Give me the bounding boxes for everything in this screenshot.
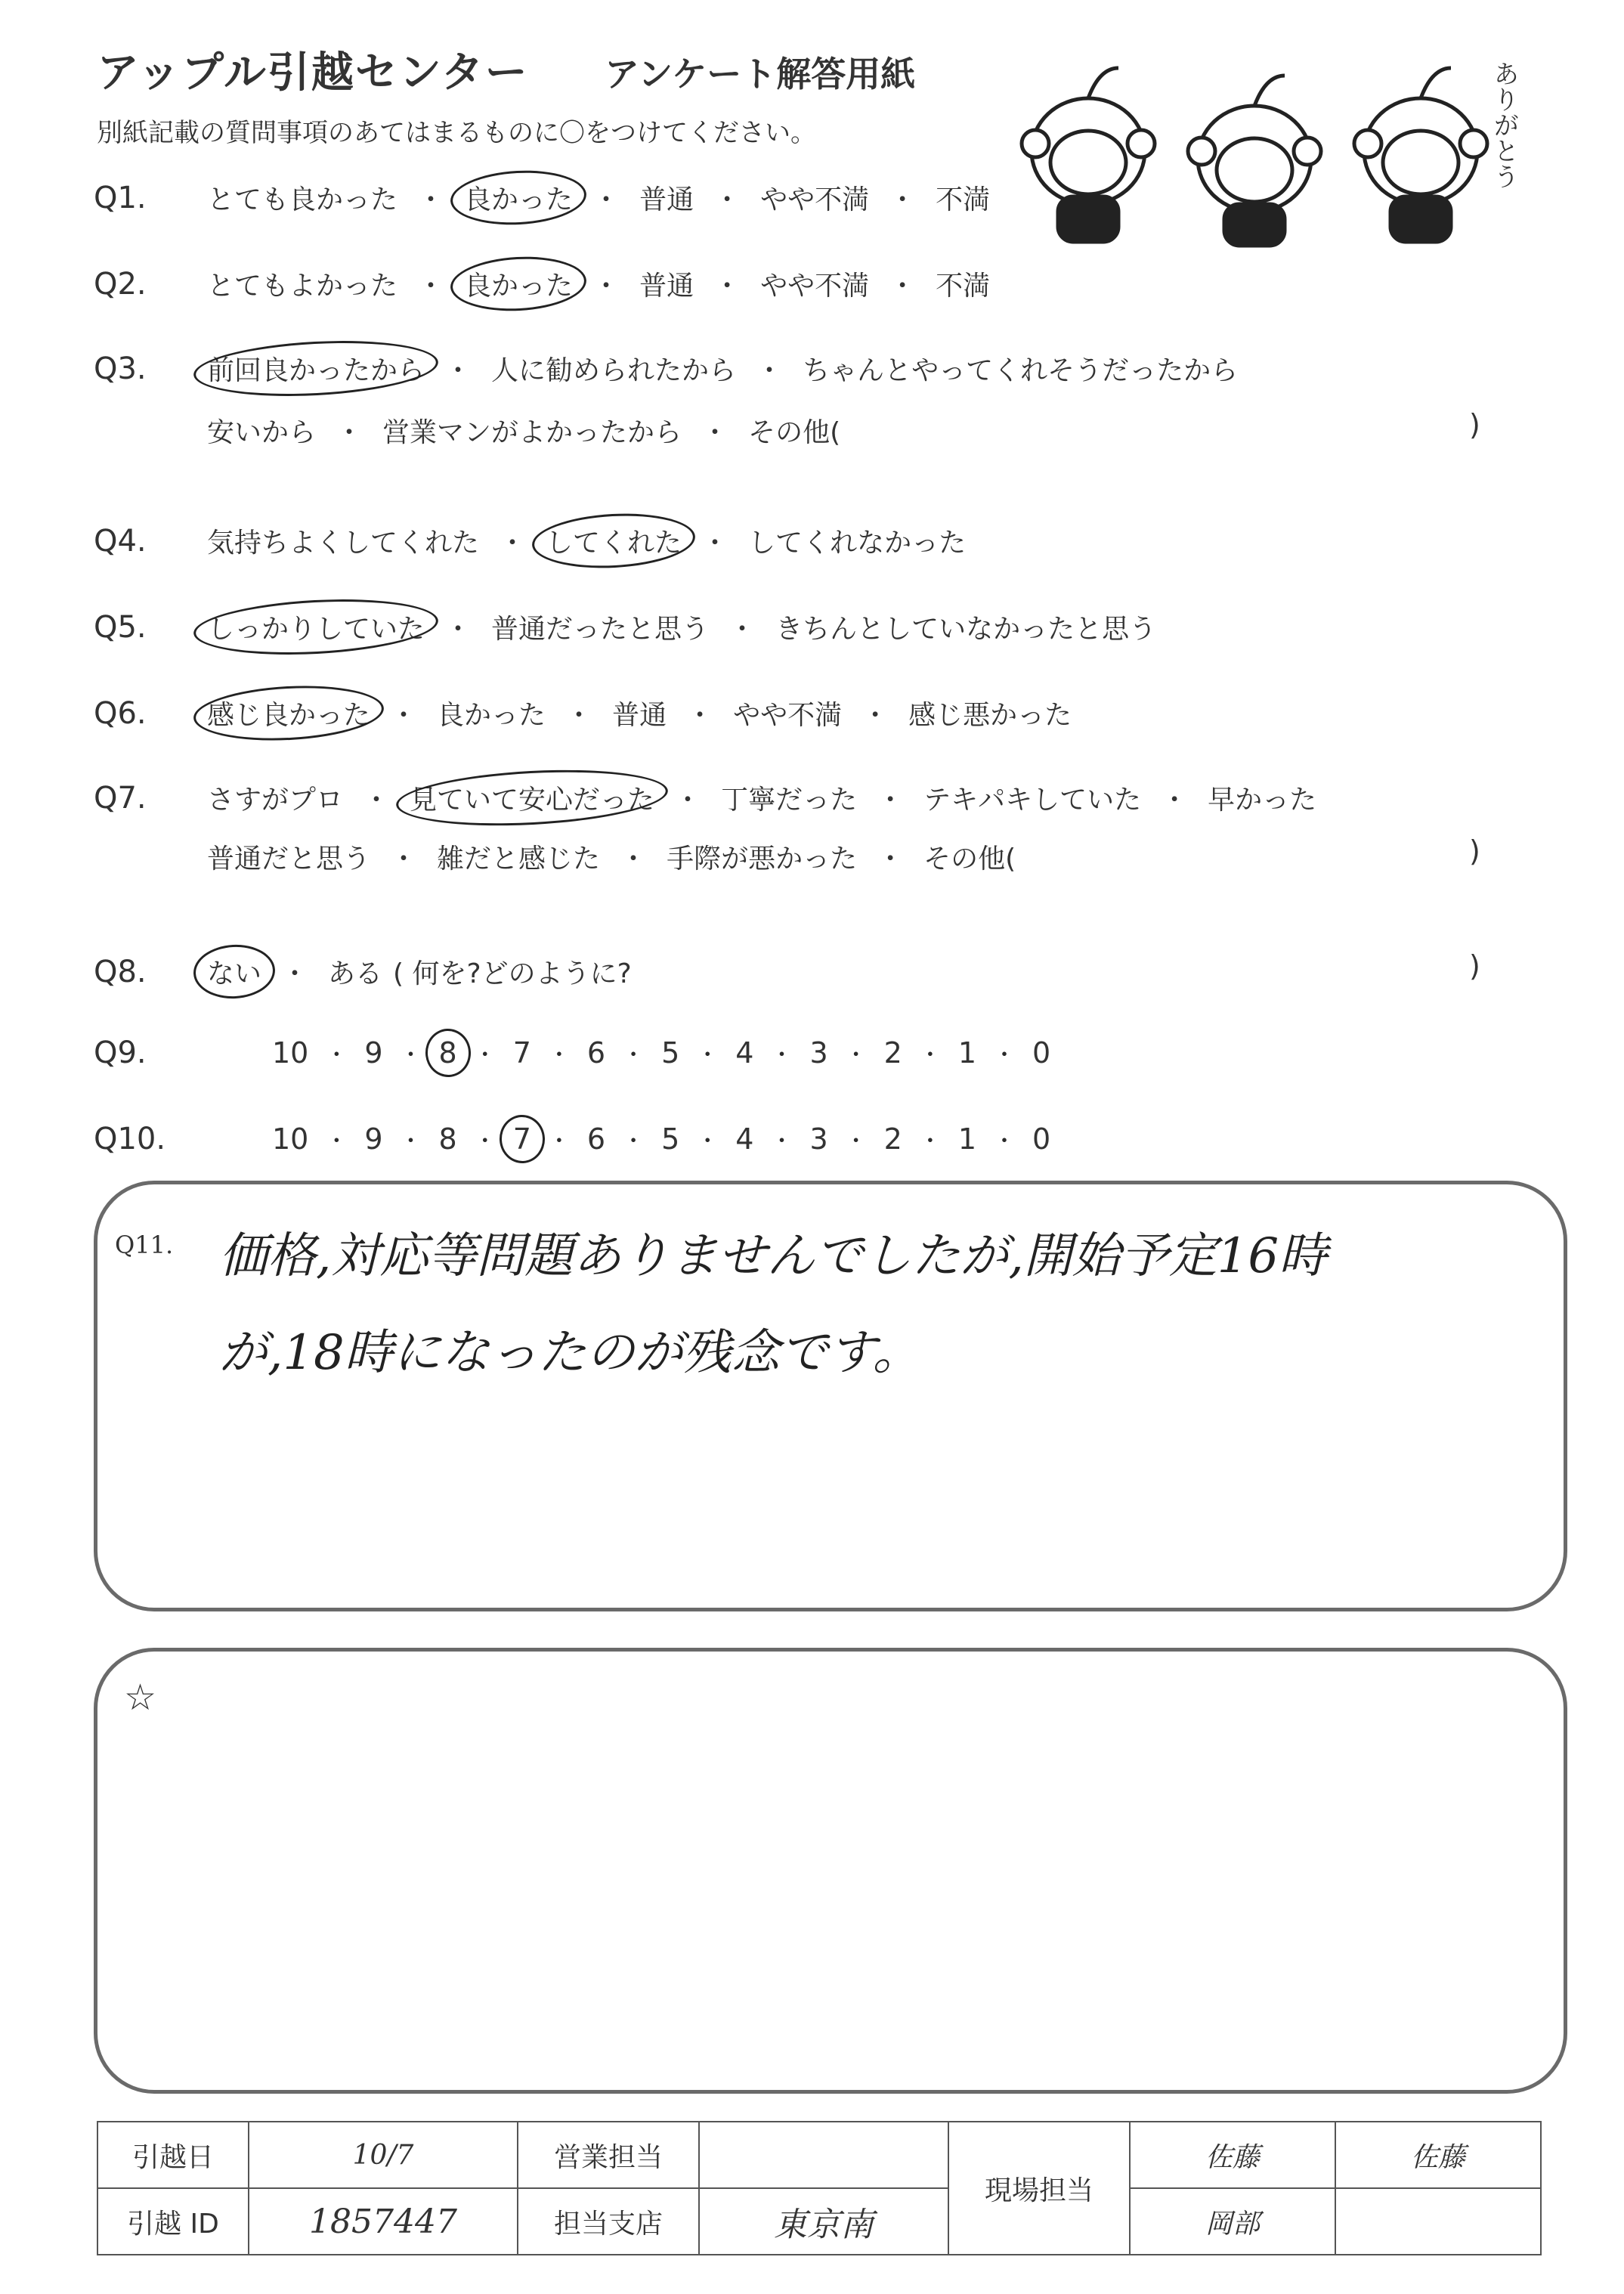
question-label: Q7. — [94, 780, 147, 816]
sales-label: 営業担当 — [518, 2122, 699, 2188]
q11-label: Q11. — [115, 1231, 174, 1259]
site-label: 現場担当 — [948, 2122, 1130, 2255]
option-selected[interactable]: 良かった — [464, 178, 573, 217]
option[interactable]: 丁寧だった — [721, 785, 858, 816]
option-other[interactable]: その他( — [923, 844, 1016, 875]
option-selected[interactable]: 良かった — [464, 265, 573, 303]
option[interactable]: 不満 — [936, 271, 991, 302]
move-id-value: 1857447 — [249, 2188, 518, 2255]
scale-option[interactable]: 9 — [364, 1036, 383, 1070]
option-selected[interactable]: ない — [207, 952, 261, 991]
move-date-label: 引越日 — [97, 2122, 249, 2188]
option[interactable]: 営業マンがよかったから — [382, 417, 682, 448]
scale-option[interactable]: 4 — [735, 1122, 754, 1156]
question-q1: Q1. とても良かった ・ 良かった ・ 普通 ・ やや不満 ・ 不満 — [94, 178, 990, 217]
option[interactable]: 雑だと感じた — [437, 844, 601, 875]
scale-option-selected[interactable]: 7 — [512, 1122, 531, 1156]
sales-value — [699, 2122, 948, 2188]
scale-option[interactable]: 10 — [272, 1122, 309, 1156]
star-comment-box[interactable] — [94, 1648, 1567, 2094]
scale-option[interactable]: 6 — [586, 1036, 606, 1070]
option[interactable]: 安いから — [207, 417, 317, 448]
question-label: Q1. — [94, 180, 147, 215]
option[interactable]: 早かった — [1208, 785, 1317, 816]
option[interactable]: やや不満 — [760, 184, 870, 215]
option[interactable]: きちんとしていなかったと思う — [775, 614, 1157, 645]
question-label: Q6. — [94, 695, 147, 731]
option[interactable]: テキパキしていた — [923, 785, 1142, 816]
site-staff-3: 岡部 — [1130, 2188, 1335, 2255]
question-q3: Q3. 前回良かったから ・ 人に勧められたから ・ ちゃんとやってくれそうだったから — [94, 349, 1238, 388]
instruction-text: 別紙記載の質問事項のあてはまるものに〇をつけてください。 — [97, 118, 816, 148]
option[interactable]: してくれなかった — [748, 528, 967, 559]
option-selected[interactable]: 感じ良かった — [207, 694, 370, 732]
question-q6: Q6. 感じ良かった ・ 良かった ・ 普通 ・ やや不満 ・ 感じ悪かった — [94, 694, 1072, 732]
option[interactable]: やや不満 — [760, 271, 870, 302]
question-label: Q5. — [94, 609, 147, 645]
paren-close: ) — [1469, 408, 1480, 441]
option[interactable]: やや不満 — [733, 700, 843, 731]
mascot-caption: ありがとう — [1489, 60, 1519, 189]
star-icon: ☆ — [124, 1676, 157, 1719]
scale-option[interactable]: 7 — [512, 1036, 531, 1070]
option-selected[interactable]: してくれた — [546, 522, 682, 560]
option-selected[interactable]: しっかりしていた — [207, 608, 425, 646]
question-label: Q2. — [94, 266, 147, 302]
question-q4: Q4. 気持ちよくしてくれた ・ してくれた ・ してくれなかった — [94, 522, 966, 560]
option[interactable]: 良かった — [437, 700, 546, 731]
option[interactable]: 感じ悪かった — [908, 700, 1072, 731]
paren-close: ) — [1469, 949, 1480, 983]
option-selected[interactable]: 前回良かったから — [207, 349, 425, 388]
footer-table — [97, 2121, 1542, 2255]
site-staff-1: 佐藤 — [1130, 2122, 1335, 2188]
branch-label: 担当支店 — [518, 2188, 699, 2255]
scale-option[interactable]: 10 — [272, 1036, 309, 1070]
option-prompt: ( 何を?どのように? — [393, 958, 632, 989]
option[interactable]: ある — [328, 958, 383, 989]
q11-answer-line1: 価格,対応等問題ありませんでしたが,開始予定16時 — [219, 1228, 1328, 1284]
option[interactable]: 気持ちよくしてくれた — [207, 528, 480, 559]
option[interactable]: とてもよかった — [207, 271, 398, 302]
question-q2: Q2. とてもよかった ・ 良かった ・ 普通 ・ やや不満 ・ 不満 — [94, 265, 990, 303]
scale-option-selected[interactable]: 8 — [438, 1036, 457, 1070]
scale-option[interactable]: 5 — [661, 1122, 680, 1156]
question-q5: Q5. しっかりしていた ・ 普通だったと思う ・ きちんとしていなかったと思う — [94, 608, 1156, 646]
scale-option[interactable]: 3 — [809, 1036, 828, 1070]
site-staff-2: 佐藤 — [1335, 2122, 1541, 2188]
option[interactable]: 人に勧められたから — [491, 355, 737, 386]
option[interactable]: 普通 — [639, 271, 694, 302]
question-label: Q4. — [94, 523, 147, 559]
move-id-label: 引越 ID — [97, 2188, 249, 2255]
question-label: Q8. — [94, 954, 147, 989]
monkey-2-icon — [1188, 76, 1321, 246]
site-staff-empty — [1335, 2188, 1541, 2255]
option[interactable]: ちゃんとやってくれそうだったから — [803, 355, 1239, 386]
question-label: Q10. — [94, 1122, 166, 1156]
option[interactable]: 不満 — [936, 184, 991, 215]
scale-option[interactable]: 2 — [883, 1036, 902, 1070]
option[interactable]: 手際が悪かった — [667, 844, 858, 875]
paren-close: ) — [1469, 834, 1480, 868]
option[interactable]: 普通 — [612, 700, 667, 731]
scale-option[interactable]: 2 — [883, 1122, 902, 1156]
scale-option[interactable]: 9 — [364, 1122, 383, 1156]
monkey-1-icon — [1022, 68, 1155, 242]
option[interactable]: 普通だと思う — [207, 844, 371, 875]
question-label: Q9. — [94, 1036, 147, 1070]
page-subtitle: アンケート解答用紙 — [605, 54, 916, 94]
option[interactable]: とても良かった — [207, 184, 398, 215]
question-q8: Q8. ない ・ ある ( 何を?どのように? — [94, 952, 632, 991]
scale-option[interactable]: 0 — [1032, 1036, 1051, 1070]
q11-answer-line2: が,18時になったのが残念です。 — [219, 1325, 921, 1381]
question-q7-line2: 普通だと思う ・ 雑だと感じた ・ 手際が悪かった ・ その他( — [207, 837, 1016, 876]
option-selected[interactable]: 見ていて安心だった — [410, 779, 654, 817]
scale-option[interactable]: 6 — [586, 1122, 606, 1156]
mascot-illustration — [1005, 30, 1527, 249]
question-q7: Q7. さすがプロ ・ 見ていて安心だった ・ 丁寧だった ・ テキパキしていた ・ 早かった — [94, 779, 1316, 817]
scale-option[interactable]: 0 — [1032, 1122, 1051, 1156]
scale-option[interactable]: 1 — [957, 1036, 977, 1070]
scale-option[interactable]: 5 — [661, 1036, 680, 1070]
branch-value: 東京南 — [699, 2188, 948, 2255]
move-date-value: 10/7 — [249, 2122, 518, 2188]
page-title: アップル引越センター — [97, 48, 529, 98]
question-label: Q3. — [94, 351, 147, 386]
option[interactable]: さすがプロ — [207, 785, 344, 816]
scale-option[interactable]: 8 — [438, 1122, 457, 1156]
option-other[interactable]: その他( — [748, 417, 841, 448]
question-q9: Q9. 10 ・ 9 ・ 8 ・ 7 ・ 6 ・ 5 ・ 4 ・ 3 ・ 2 ・ 1 ・ 0 — [94, 1036, 1051, 1070]
scale-option[interactable]: 1 — [957, 1122, 977, 1156]
option[interactable]: 普通 — [639, 184, 694, 215]
question-q10: Q10. 10 ・ 9 ・ 8 ・ 7 ・ 6 ・ 5 ・ 4 ・ 3 ・ 2 ・ 1 ・ 0 — [94, 1122, 1051, 1156]
scale-option[interactable]: 4 — [735, 1036, 754, 1070]
question-q3-line2: 安いから ・ 営業マンがよかったから ・ その他( — [207, 411, 840, 450]
option[interactable]: 普通だったと思う — [491, 614, 710, 645]
monkey-3-icon — [1354, 68, 1487, 242]
scale-option[interactable]: 3 — [809, 1122, 828, 1156]
